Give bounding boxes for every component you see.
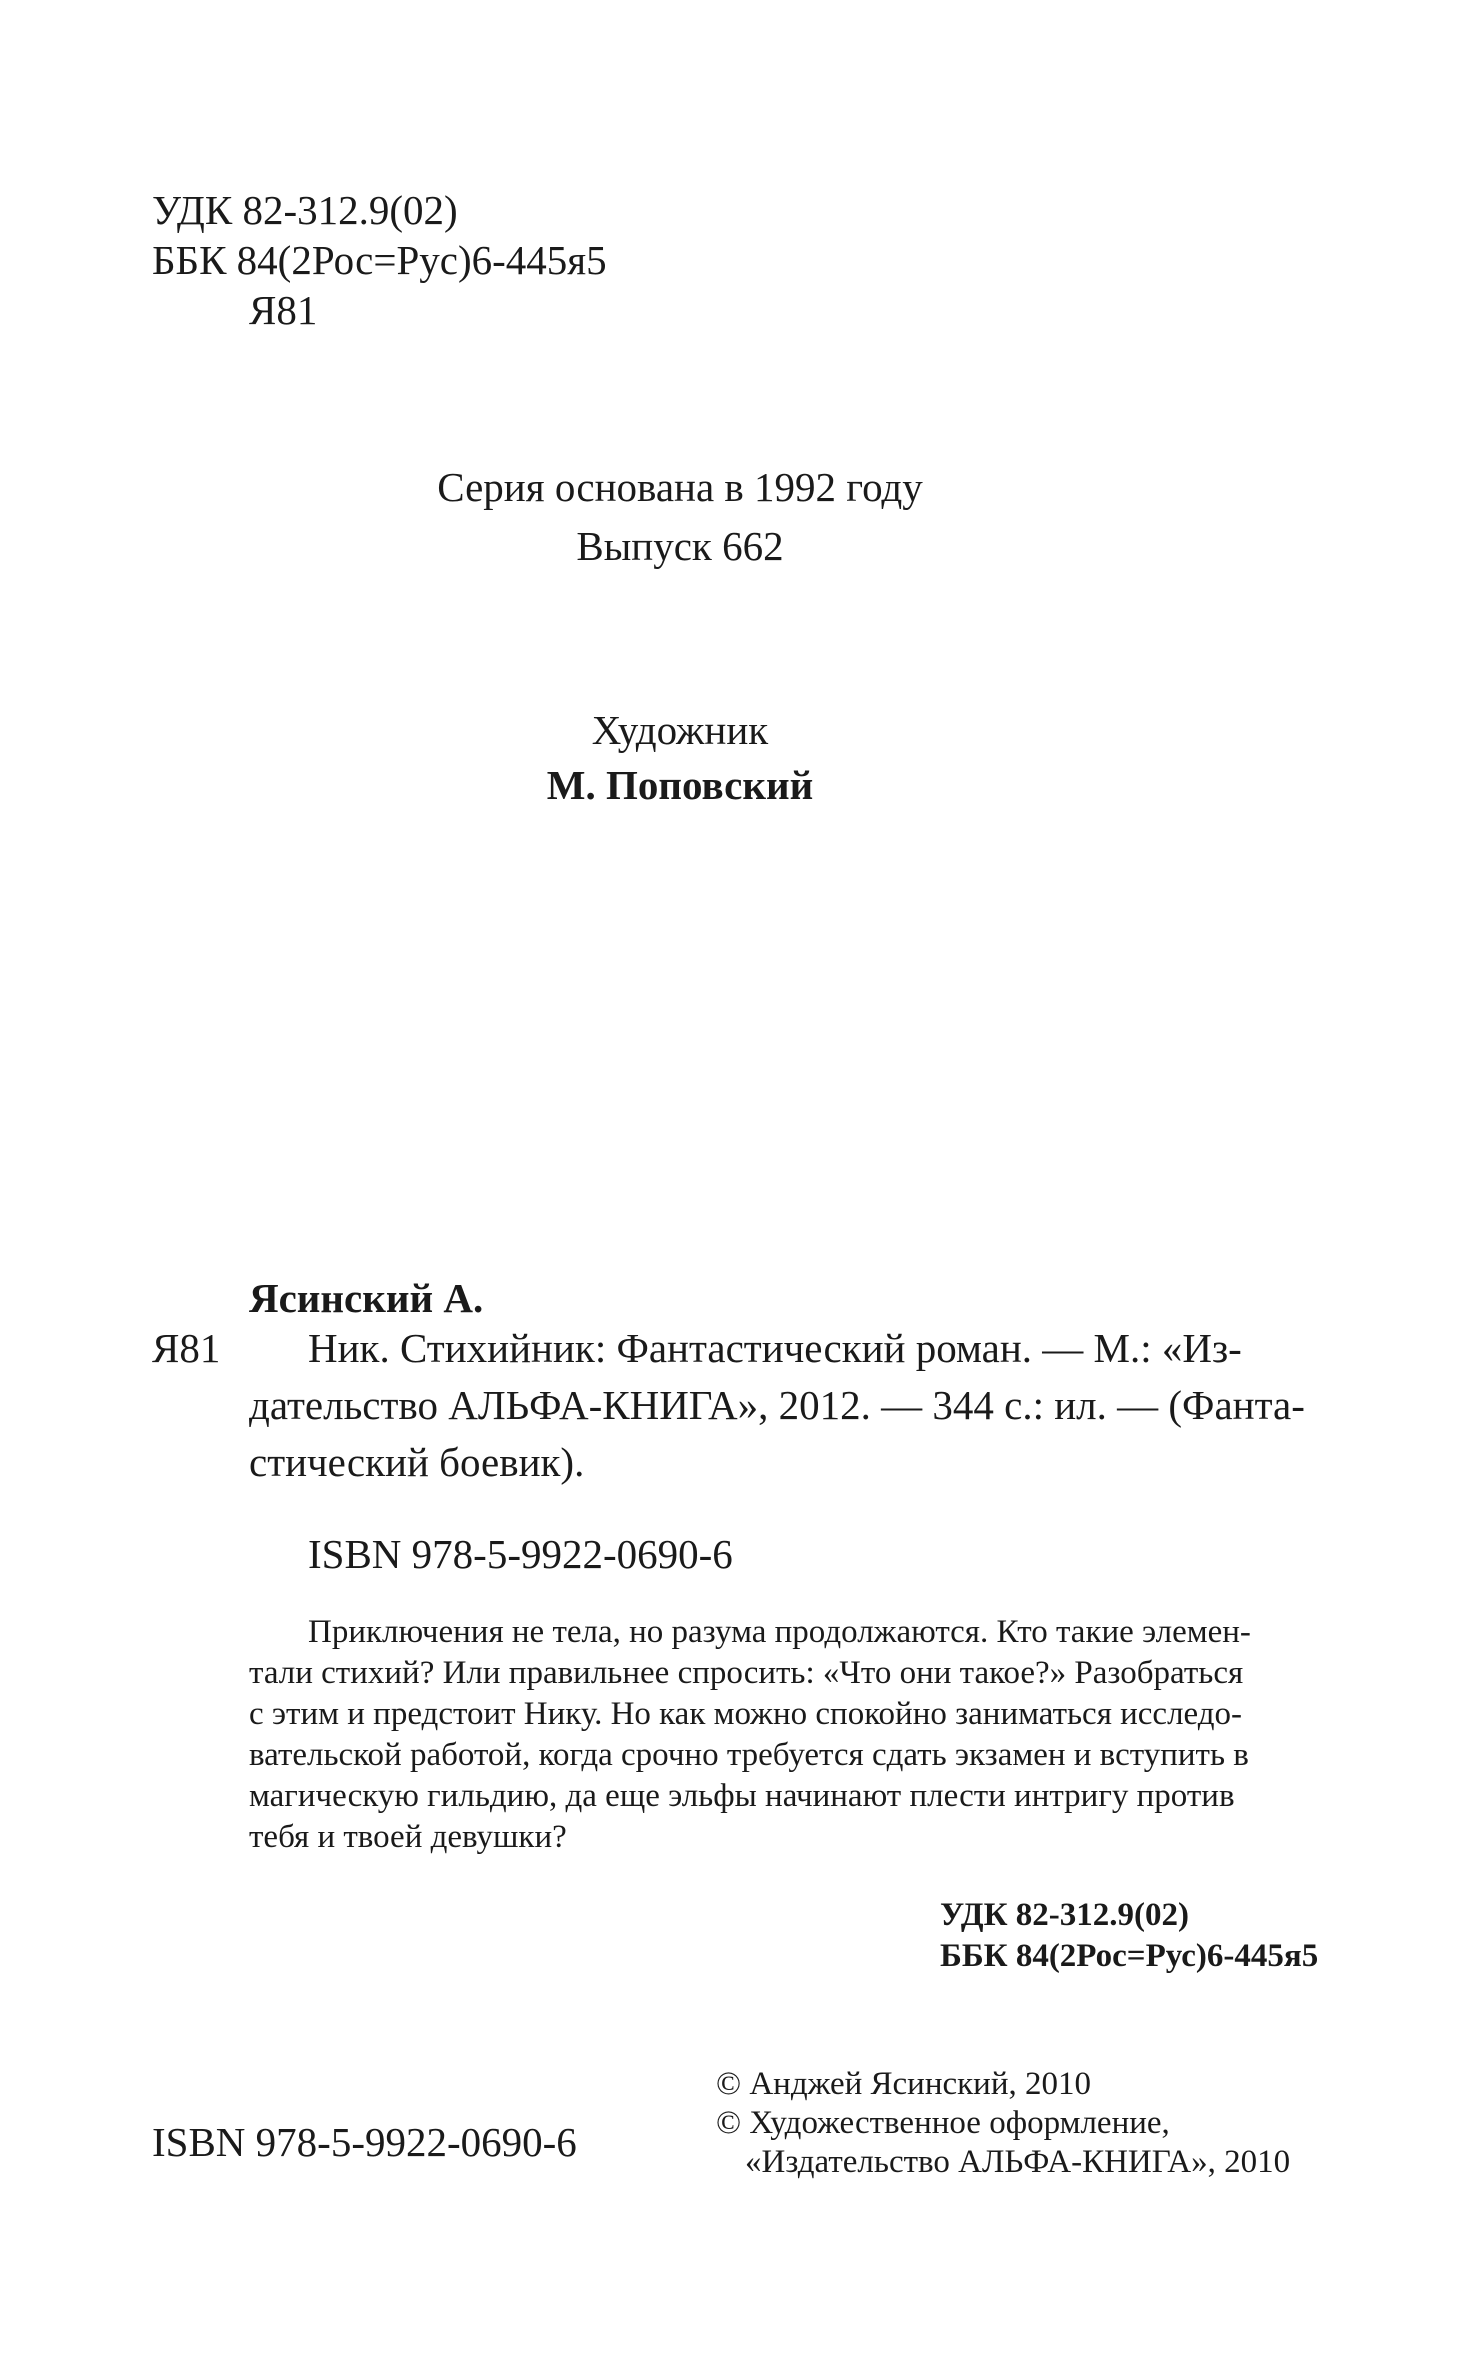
annotation-line: тали стихий? Или правильнее спросить: «Что они такое?» Разобраться	[249, 1655, 1244, 1691]
annotation-line: Приключения не тела, но разума продолжаются. Кто такие элемен-	[308, 1614, 1251, 1650]
author-mark: Я81	[249, 287, 318, 333]
copyright-design: © Художественное оформление,	[716, 2105, 1170, 2141]
udk-code-bottom: УДК 82-312.9(02)	[940, 1897, 1189, 1933]
annotation-line: вательской работой, когда срочно требуется сдать экзамен и вступить в	[249, 1737, 1249, 1773]
copyright-publisher: «Издательство АЛЬФА-КНИГА», 2010	[745, 2144, 1291, 2180]
bib-description-line: Ник. Стихийник: Фантастический роман. — М.: «Из-	[308, 1325, 1242, 1371]
series-issue: Выпуск 662	[576, 523, 784, 569]
annotation-line: с этим и предстоит Нику. Но как можно спокойно заниматься исследо-	[249, 1696, 1243, 1732]
bbk-code: ББК 84(2Рос=Рус)6-445я5	[152, 237, 607, 283]
footer-isbn: ISBN 978-5-9922-0690-6	[152, 2119, 577, 2165]
bib-author-mark: Я81	[152, 1325, 221, 1371]
artist-name: М. Поповский	[546, 762, 814, 808]
annotation-line: тебя и твоей девушки?	[249, 1819, 567, 1855]
series-founded: Серия основана в 1992 году	[437, 464, 923, 510]
bib-description-line: стический боевик).	[249, 1439, 585, 1485]
copyright-author: © Анджей Ясинский, 2010	[716, 2066, 1092, 2102]
bib-description-line: дательство АЛЬФА-КНИГА», 2012. — 344 с.: ил. — (Фанта-	[249, 1382, 1305, 1428]
udk-code: УДК 82-312.9(02)	[152, 187, 458, 233]
artist-label: Художник	[591, 707, 769, 753]
annotation-line: магическую гильдию, да еще эльфы начинают плести интригу против	[249, 1778, 1235, 1814]
bib-author: Ясинский А.	[249, 1275, 484, 1321]
bbk-code-bottom: ББК 84(2Рос=Рус)6-445я5	[940, 1938, 1319, 1974]
bib-isbn: ISBN 978-5-9922-0690-6	[308, 1531, 733, 1577]
